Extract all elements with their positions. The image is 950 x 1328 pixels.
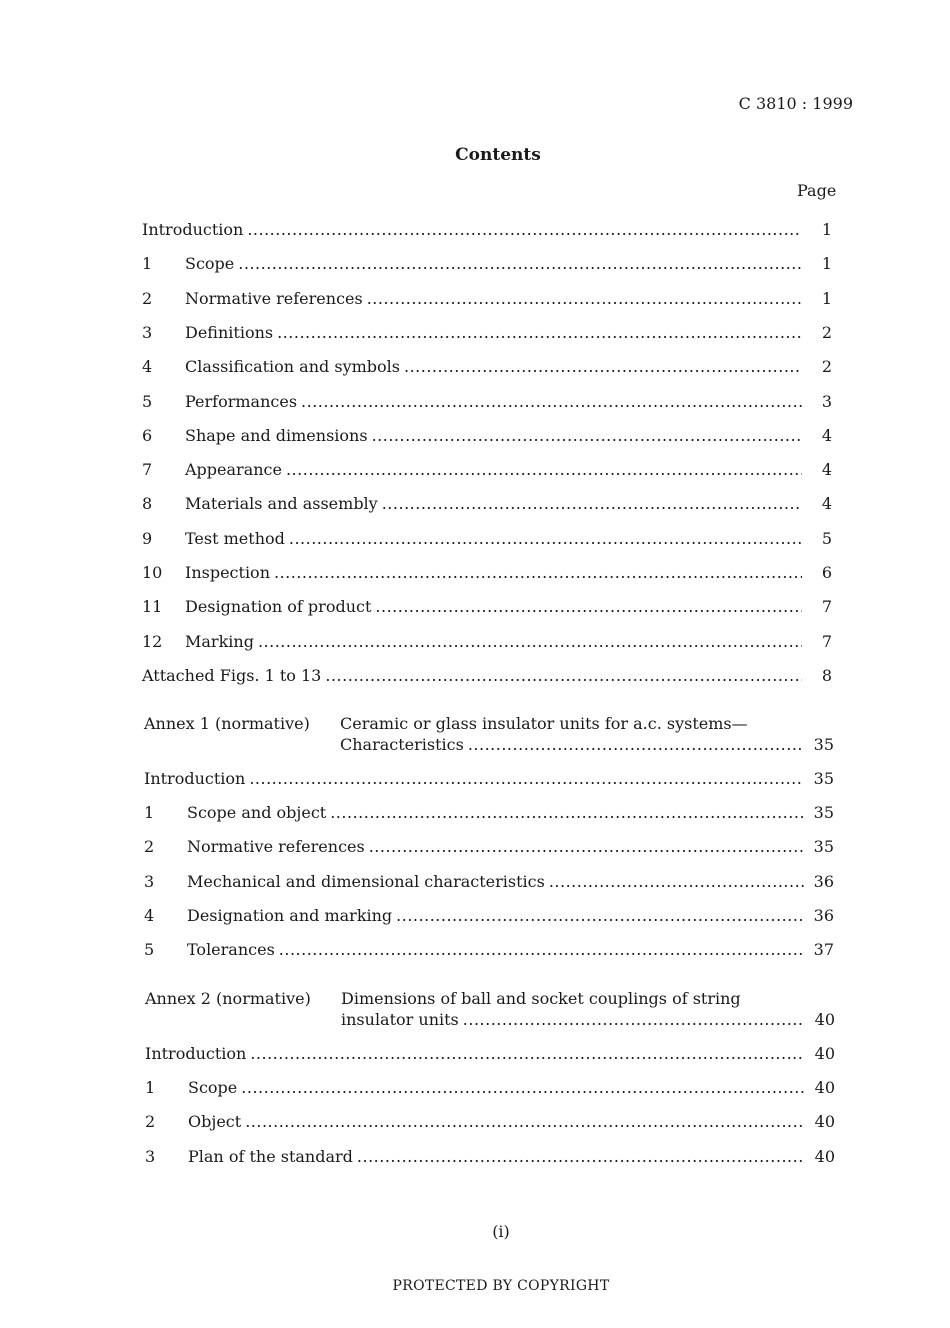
dot-leader [375, 596, 802, 618]
annex-2-page: 40 [814, 1010, 835, 1029]
annex-2-title-line2: insulator units [341, 1010, 459, 1029]
annex-1-heading[interactable] [144, 714, 834, 756]
toc-entry-page: 7 [821, 597, 832, 617]
copyright-notice: PROTECTED BY COPYRIGHT [392, 1278, 610, 1294]
toc-entry-label: Plan of the standard [188, 1146, 353, 1166]
toc-entry-label: Scope [188, 1078, 238, 1098]
dot-leader [238, 253, 802, 275]
toc-entry-label: Test method [185, 528, 285, 548]
toc-entry-number: 1 [145, 1078, 156, 1098]
toc-entry[interactable] [144, 836, 834, 858]
toc-entry-number: 9 [142, 528, 153, 548]
toc-entry-page: 2 [821, 357, 832, 377]
toc-entry-label: Introduction [144, 769, 246, 788]
toc-entry-number: 2 [142, 288, 153, 308]
toc-entry-number: 5 [144, 940, 155, 959]
toc-entry[interactable] [144, 768, 834, 790]
toc-entry-number: 4 [144, 905, 155, 925]
toc-entry-page: 40 [814, 1146, 835, 1166]
toc-entry-page: 35 [813, 769, 834, 788]
toc-entry[interactable] [142, 322, 832, 344]
dot-leader [286, 459, 802, 481]
dot-leader [463, 1009, 805, 1031]
toc-entry-page: 2 [821, 322, 832, 342]
toc-entry[interactable] [142, 391, 832, 413]
toc-entry[interactable] [142, 253, 832, 275]
toc-entry-label: Introduction [142, 220, 244, 239]
dot-leader [325, 665, 802, 687]
toc-entry-number: 3 [142, 322, 153, 342]
toc-entry-label: Appearance [185, 460, 282, 480]
toc-entry[interactable] [144, 871, 834, 893]
toc-entry-page: 4 [821, 460, 832, 480]
toc-entry-page: 36 [813, 905, 834, 925]
toc-entry[interactable] [142, 665, 832, 687]
toc-entry[interactable] [142, 493, 832, 515]
annex-1-label: Annex 1 (normative) [144, 714, 310, 733]
toc-entry-number: 1 [144, 803, 155, 823]
toc-entry-label: Designation and marking [187, 905, 393, 925]
toc-entry-number: 4 [142, 357, 153, 377]
toc-entry-label: Performances [185, 391, 298, 411]
annex-1-title-line1: Ceramic or glass insulator units for a.c. systems— [340, 714, 748, 733]
toc-entry-label: Definitions [185, 322, 274, 342]
toc-entry-label: Designation of product [185, 597, 372, 617]
toc-entry-label: Scope and object [187, 803, 327, 823]
toc-entry-page: 6 [821, 563, 832, 582]
toc-entry[interactable] [142, 425, 832, 447]
annex-2-label: Annex 2 (normative) [145, 989, 311, 1008]
dot-leader [404, 356, 802, 378]
toc-entry-page: 5 [821, 528, 832, 548]
toc-entry-page: 7 [821, 631, 832, 651]
toc-entry[interactable] [144, 802, 834, 824]
dot-leader [369, 836, 804, 858]
annex-1-title-line2-row [340, 734, 834, 756]
toc-entry-label: Normative references [185, 288, 363, 308]
annex-1-title-line2: Characteristics [340, 735, 464, 754]
annex-2-title-line2-row [341, 1009, 835, 1031]
dot-leader [279, 939, 804, 961]
toc-entry-page: 8 [821, 665, 832, 685]
toc-entry-number: 10 [142, 563, 163, 582]
toc-entry-label: Scope [185, 254, 235, 274]
toc-entry-page: 3 [821, 391, 832, 411]
dot-leader [396, 905, 804, 927]
toc-entry-number: 8 [142, 494, 153, 514]
dot-leader [274, 562, 802, 584]
dot-leader [330, 802, 804, 824]
toc-entry-label: Classification and symbols [185, 357, 400, 377]
dot-leader [549, 871, 804, 893]
toc-entry-page: 40 [814, 1044, 835, 1063]
dot-leader [249, 768, 804, 790]
toc-entry-number: 7 [142, 460, 153, 480]
toc-entry[interactable] [145, 1111, 835, 1133]
toc-entry-page: 4 [821, 494, 832, 514]
page-column-header: Page [797, 181, 837, 200]
dot-leader [241, 1077, 805, 1099]
toc-entry-number: 5 [142, 391, 153, 411]
toc-entry-page: 4 [821, 425, 832, 445]
toc-entry-number: 1 [142, 254, 153, 274]
toc-entry-number: 2 [144, 837, 155, 857]
toc-entry-label: Mechanical and dimensional characteristics [187, 871, 545, 891]
toc-entry[interactable] [142, 288, 832, 310]
toc-entry[interactable] [145, 1043, 835, 1065]
toc-entry-label: Object [188, 1112, 242, 1132]
toc-entry[interactable] [142, 528, 832, 550]
toc-entry-page: 40 [814, 1112, 835, 1132]
toc-entry[interactable] [142, 356, 832, 378]
toc-entry-number: 12 [142, 631, 163, 651]
toc-entry[interactable] [142, 596, 832, 618]
toc-entry-label: Marking [185, 631, 254, 651]
toc-entry[interactable] [144, 939, 834, 961]
toc-entry-label: Materials and assembly [185, 494, 378, 514]
toc-entry[interactable] [142, 459, 832, 481]
toc-entry-label: Shape and dimensions [185, 425, 368, 445]
page-title: Contents [455, 145, 541, 165]
dot-leader [468, 734, 804, 756]
toc-entry-page: 1 [821, 220, 832, 239]
dot-leader [258, 631, 802, 653]
dot-leader [247, 219, 802, 241]
toc-entry-number: 2 [145, 1112, 156, 1132]
document-id: C 3810 : 1999 [738, 94, 853, 113]
toc-entry-number: 3 [144, 871, 155, 891]
dot-leader [245, 1111, 805, 1133]
dot-leader [250, 1043, 805, 1065]
toc-entry-page: 40 [814, 1078, 835, 1098]
toc-entry-number: 3 [145, 1146, 156, 1166]
toc-entry-page: 36 [813, 871, 834, 891]
toc-entry-number: 6 [142, 425, 153, 445]
toc-entry[interactable] [144, 905, 834, 927]
annex-1-page: 35 [813, 735, 834, 754]
annex-2-heading[interactable] [145, 989, 835, 1031]
toc-entry-label: Inspection [185, 563, 270, 582]
dot-leader [357, 1146, 805, 1168]
dot-leader [382, 493, 802, 515]
toc-entry[interactable] [142, 562, 832, 584]
toc-entry[interactable] [142, 631, 832, 653]
toc-entry[interactable] [145, 1146, 835, 1168]
toc-entry-number: 11 [142, 597, 163, 617]
dot-leader [289, 528, 802, 550]
toc-entry-page: 35 [813, 837, 834, 857]
toc-entry-page: 1 [821, 288, 832, 308]
toc-entry-page: 1 [821, 254, 832, 274]
dot-leader [301, 391, 802, 413]
toc-entry-label: Introduction [145, 1044, 247, 1063]
toc-entry[interactable] [145, 1077, 835, 1099]
toc-entry-label: Normative references [187, 837, 365, 857]
footer-page-number: (i) [492, 1222, 510, 1241]
toc-entry[interactable] [142, 219, 832, 241]
toc-entry-page: 37 [813, 940, 834, 959]
toc-entry-label: Attached Figs. 1 to 13 [142, 665, 322, 685]
toc-entry-page: 35 [813, 803, 834, 823]
dot-leader [372, 425, 802, 447]
dot-leader [367, 288, 802, 310]
annex-2-title-line1: Dimensions of ball and socket couplings of string [341, 989, 741, 1008]
toc-entry-label: Tolerances [187, 940, 275, 959]
dot-leader [277, 322, 802, 344]
